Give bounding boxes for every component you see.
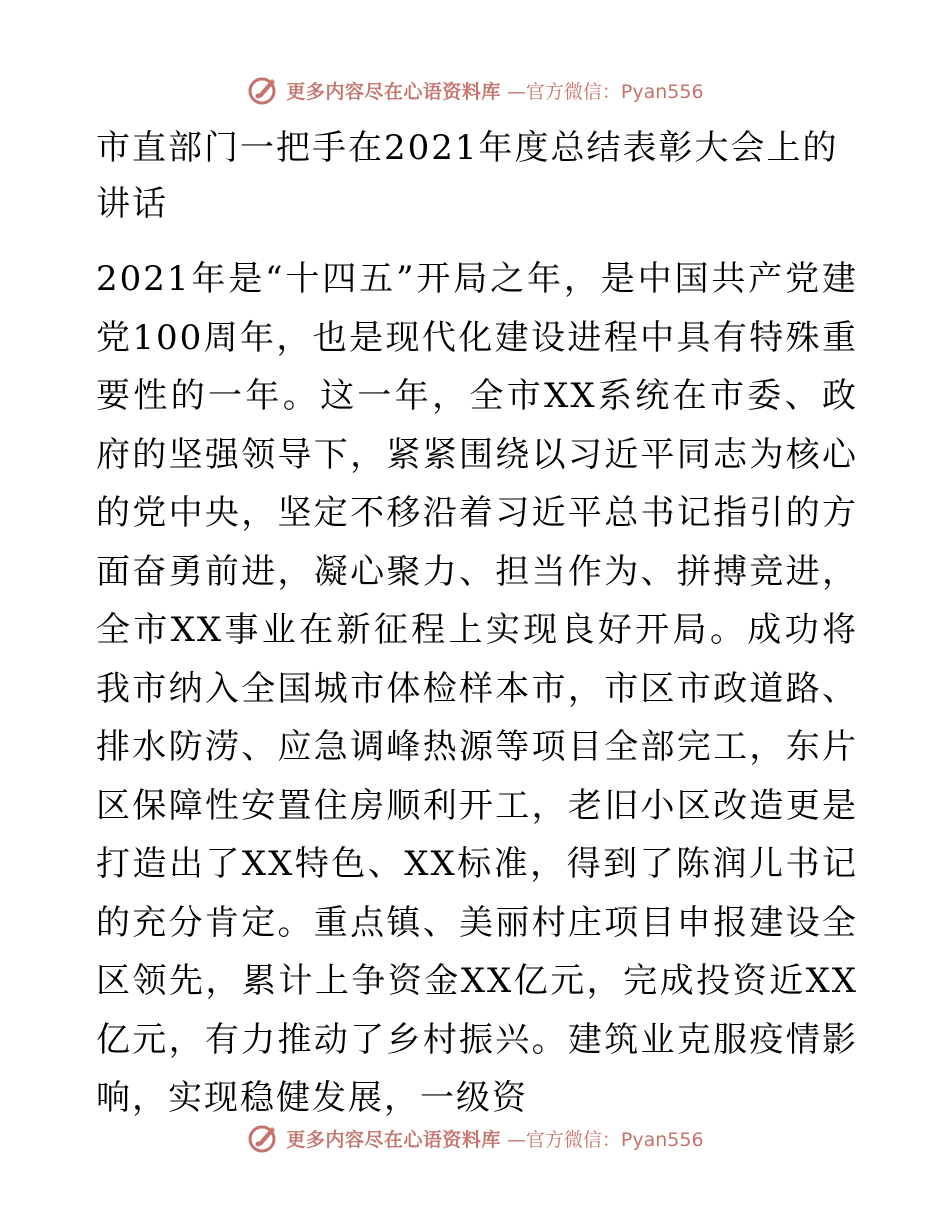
document-paragraph: 2021年是“十四五”开局之年，是中国共产党建党100周年，也是现代化建设进程中具有特殊重要性的一年。这一年，全市XX系统在市委、政府的坚强领导下，紧紧围绕以习近平同志为核心的党中央，坚定不移沿着习近平总书记指引的方面奋勇前进，凝心聚力、担当作为、拼搏竞进，全市XX事业在新征程上实现良好开局。成功将我市纳入全国城市体检样本市，市区市政道路、排水防涝、应急调峰热源等项目全部完工，东片区保障性安置住房顺利开工，老旧小区改造更是打造出了XX特色、XX标准，得到了陈润儿书记的充分肯定。重点镇、美丽村庄项目申报建设全区领先，累计上争资金XX亿元，完成投资近XX亿元，有力推动了乡村振兴。建筑业克服疫情影响，实现稳健发展，一级资 (96, 259, 858, 1118)
watermark-group (246, 1121, 703, 1155)
quill-circle-icon (246, 1121, 280, 1155)
watermark-brand: 更多内容尽在心语资料库 (286, 80, 501, 103)
document-title: 市直部门一把手在2021年度总结表彰大会上的讲话 (96, 128, 839, 224)
quill-circle-icon (246, 73, 280, 107)
document-body (96, 120, 858, 1128)
watermark-group (246, 73, 703, 107)
watermark-brand: 更多内容尽在心语资料库 (286, 1128, 501, 1151)
header-watermark (0, 70, 950, 110)
footer-watermark (0, 1118, 950, 1158)
watermark-contact: —官方微信：Pyan556 (506, 80, 704, 103)
watermark-contact: —官方微信：Pyan556 (506, 1128, 704, 1151)
